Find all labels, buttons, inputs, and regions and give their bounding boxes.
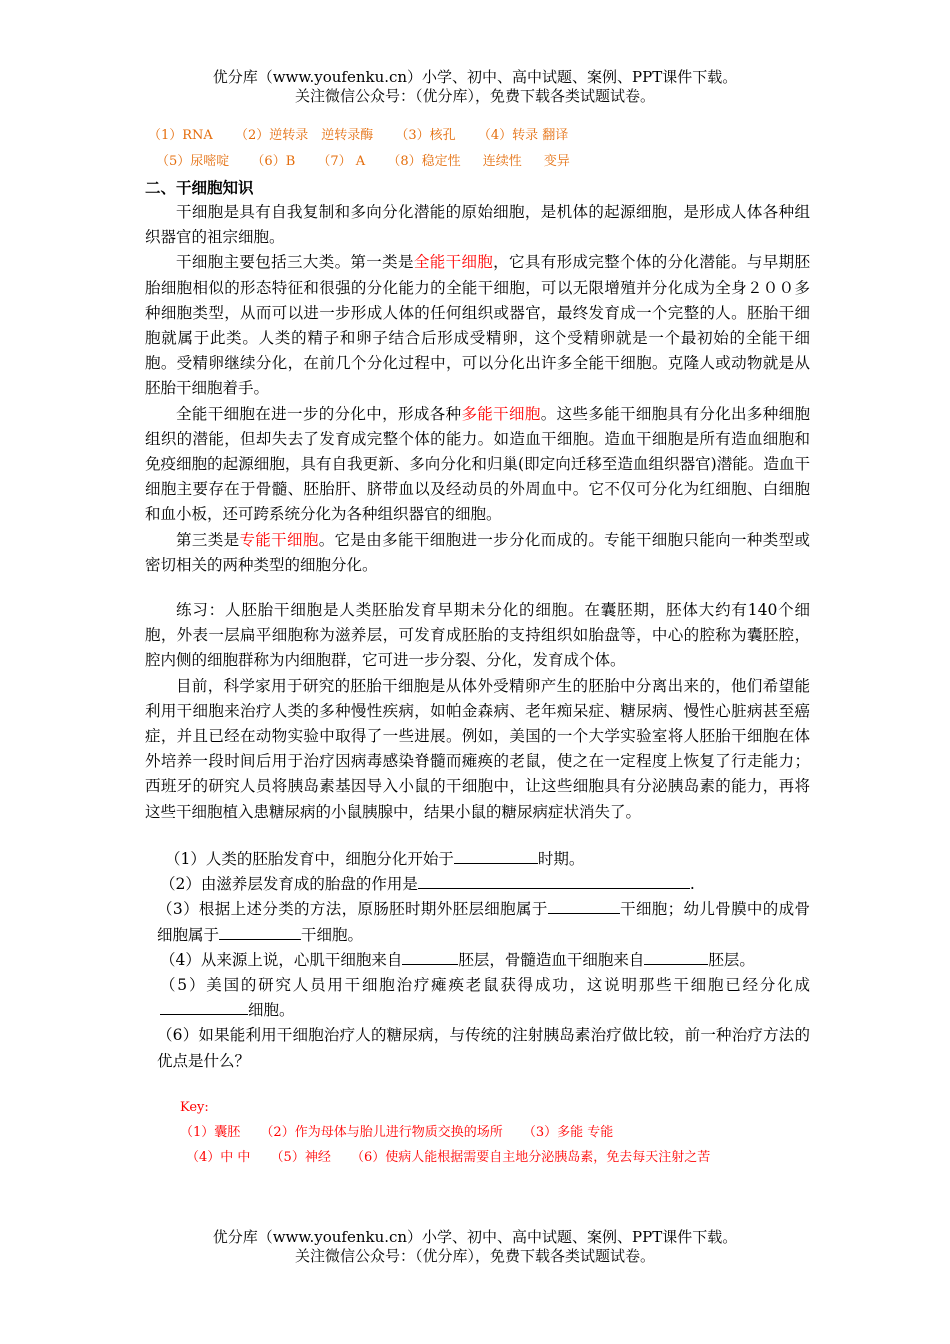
text-run: 胚层，骨髓造血干细胞来自 (458, 950, 645, 969)
text-run: （2）由滋养层发育成的胎盘的作用是 (160, 875, 418, 894)
text-run: ，它具有形成完整个体的分化潜能。与早期胚胎细胞相似的形态特征和很强的分化能力的全能干细胞，可以无限增殖并分化成为全身２００多种细胞类型，从而可以进一步形成人体的任何组织或器官，最终发育成一个完整的人。胚胎干细胞就属于此类。人类的精子和卵子结合后形成受精卵，这个受精卵就是一个最初始的全能干细胞。受精卵继续分化，在前几个分化过程中，可以分化出许多全能干细胞。克隆人或动物就是从胚胎干细胞着手。 (145, 253, 810, 398)
question-2 (145, 872, 810, 897)
text-run: （5）美国的研究人员用干细胞治疗瘫痪老鼠获得成功，这说明那些干细胞已经分化成 (160, 976, 810, 995)
key-label: Key: (180, 1100, 209, 1115)
answer-blank[interactable] (644, 948, 708, 965)
footer-line-1: 优分库（www.youfenku.cn）小学、初中、高中试题、案例、PPT课件下载。 (212, 1228, 738, 1246)
prev-key-item: （6）B (251, 154, 296, 169)
text-run: 第三类是 (176, 530, 240, 549)
paragraph-definition: 干细胞是具有自我复制和多向分化潜能的原始细胞，是机体的起源细胞，是形成人体各种组织器官的祖宗细胞。 (145, 203, 810, 247)
text-run: 。它是由多能干细胞进一步分化而成的。专能干细胞只能向一种类型或密切相关的两种类型的细胞分化。 (145, 530, 810, 574)
question-1 (145, 847, 810, 872)
text-run: （1）人类的胚胎发育中，细胞分化开始于 (165, 850, 454, 868)
key-item: （6）使病人能根据需要自主地分泌胰岛素，免去每天注射之苦 (350, 1150, 711, 1165)
text-run: （4）从来源上说，心肌干细胞来自 (160, 950, 403, 969)
page-header (0, 68, 950, 106)
key-item: （2）作为母体与胎儿进行物质交换的场所 (260, 1125, 503, 1140)
answer-blank[interactable] (402, 948, 458, 965)
prev-key-item: （3）核孔 (395, 128, 456, 143)
exercise-passage (145, 598, 810, 825)
section-title: 二、干细胞知识 (145, 178, 254, 197)
exercise-paragraph-1: 练习：人胚胎干细胞是人类胚胎发育早期未分化的细胞。在囊胚期，胚体大约有140个细胞，外表一层扁平细胞称为滋养层，可发育成胚胎的支持组织如胎盘等，中心的腔称为囊胚腔，腔内侧的细胞群称为内细胞群，它可进一步分裂、分化，发育成个体。 (145, 601, 810, 670)
prev-key-item: （8）稳定性 (387, 154, 461, 169)
prev-key-item: （7） A (317, 154, 366, 169)
prev-key-item: （2）逆转录 逆转录酶 (234, 128, 374, 143)
text-run: 干细胞主要包括三大类。第一类是 (176, 253, 414, 272)
question-5 (145, 973, 810, 1023)
answer-blank[interactable] (160, 998, 248, 1015)
prev-key-item: （4）转录 翻译 (477, 128, 569, 143)
paragraph-unipotent (145, 528, 810, 578)
prev-key-item: 连续性 (482, 154, 522, 169)
question-3 (145, 897, 810, 947)
text-run: 全能干细胞在进一步的分化中，形成各种 (176, 404, 462, 423)
key-item: （3）多能 专能 (522, 1125, 614, 1140)
key-row-2 (180, 1145, 726, 1170)
key-item: （1）囊胚 (180, 1125, 241, 1140)
paragraph-pluripotent (145, 402, 810, 528)
text-run: 干细胞；幼儿骨膜中的成骨细胞属于 (157, 900, 810, 944)
key-row-1 (180, 1120, 726, 1145)
header-line-1: 优分库（www.youfenku.cn）小学、初中、高中试题、案例、PPT课件下载。 (212, 68, 738, 86)
answer-key (180, 1095, 726, 1170)
term-pluripotent-stem-cell: 多能干细胞 (461, 404, 541, 423)
previous-answer-key (148, 123, 828, 175)
text-run: . (689, 875, 695, 894)
text-run: 干细胞。 (301, 925, 364, 944)
answer-blank[interactable] (219, 923, 301, 940)
answer-blank[interactable] (454, 847, 538, 864)
section-body (145, 200, 810, 578)
prev-key-item: （1）RNA (148, 128, 213, 143)
prev-key-row-1 (148, 123, 828, 149)
question-6: （6）如果能利用干细胞治疗人的糖尿病，与传统的注射胰岛素治疗做比较，前一种治疗方法的优点是什么？ (157, 1026, 810, 1070)
text-run: 时期。 (537, 850, 585, 868)
term-totipotent-stem-cell: 全能干细胞 (413, 253, 494, 272)
question-4 (145, 948, 810, 973)
prev-key-item: （5）尿嘧啶 (156, 154, 230, 169)
text-run: 细胞。 (248, 1001, 295, 1020)
text-run: 。这些多能干细胞具有分化出多种细胞组织的潜能，但却失去了发育成完整个体的能力。如造血干细胞。造血干细胞是所有造血细胞和免疫细胞的起源细胞，具有自我更新、多向分化和归巢(即定向迁移至造血组织器官)潜能。造血干细胞主要存在于骨髓、胚胎肝、脐带血以及经动员的外周血中。它不仅可分化为红细胞、白细胞和血小板，还可跨系统分化为各种组织器官的细胞。 (145, 404, 810, 524)
key-item: （5）神经 (270, 1150, 331, 1165)
prev-key-row-2 (148, 149, 828, 175)
exercise-paragraph-2: 目前，科学家用于研究的胚胎干细胞是从体外受精卵产生的胚胎中分离出来的，他们希望能利用干细胞来治疗人类的多种慢性疾病，如帕金森病、老年痴呆症、糖尿病、慢性心脏病甚至癌症，并且已经在动物实验中取得了一些进展。例如，美国的一个大学实验室将人胚胎干细胞在体外培养一段时间后用于治疗因病毒感染脊髓而瘫痪的老鼠，使之在一定程度上恢复了行走能力；西班牙的研究人员将胰岛素基因导入小鼠的干细胞中，让这些细胞具有分泌胰岛素的能力，再将这些干细胞植入患糖尿病的小鼠胰腺中，结果小鼠的糖尿病症状消失了。 (145, 676, 810, 821)
paragraph-totipotent (145, 250, 810, 401)
answer-blank[interactable] (418, 872, 690, 889)
text-run: 胚层。 (708, 950, 755, 969)
exercise-questions (145, 847, 810, 1074)
page-footer (0, 1228, 950, 1266)
answer-blank[interactable] (548, 897, 620, 914)
key-item: （4）中 中 (186, 1150, 251, 1165)
text-run: （3）根据上述分类的方法，原肠胚时期外胚层细胞属于 (157, 900, 548, 919)
header-line-2: 关注微信公众号：（优分库），免费下载各类试题试卷。 (294, 87, 655, 105)
prev-key-item: 变异 (543, 154, 570, 169)
term-specialized-stem-cell: 专能干细胞 (239, 530, 319, 549)
footer-line-2: 关注微信公众号：（优分库），免费下载各类试题试卷。 (294, 1247, 655, 1265)
